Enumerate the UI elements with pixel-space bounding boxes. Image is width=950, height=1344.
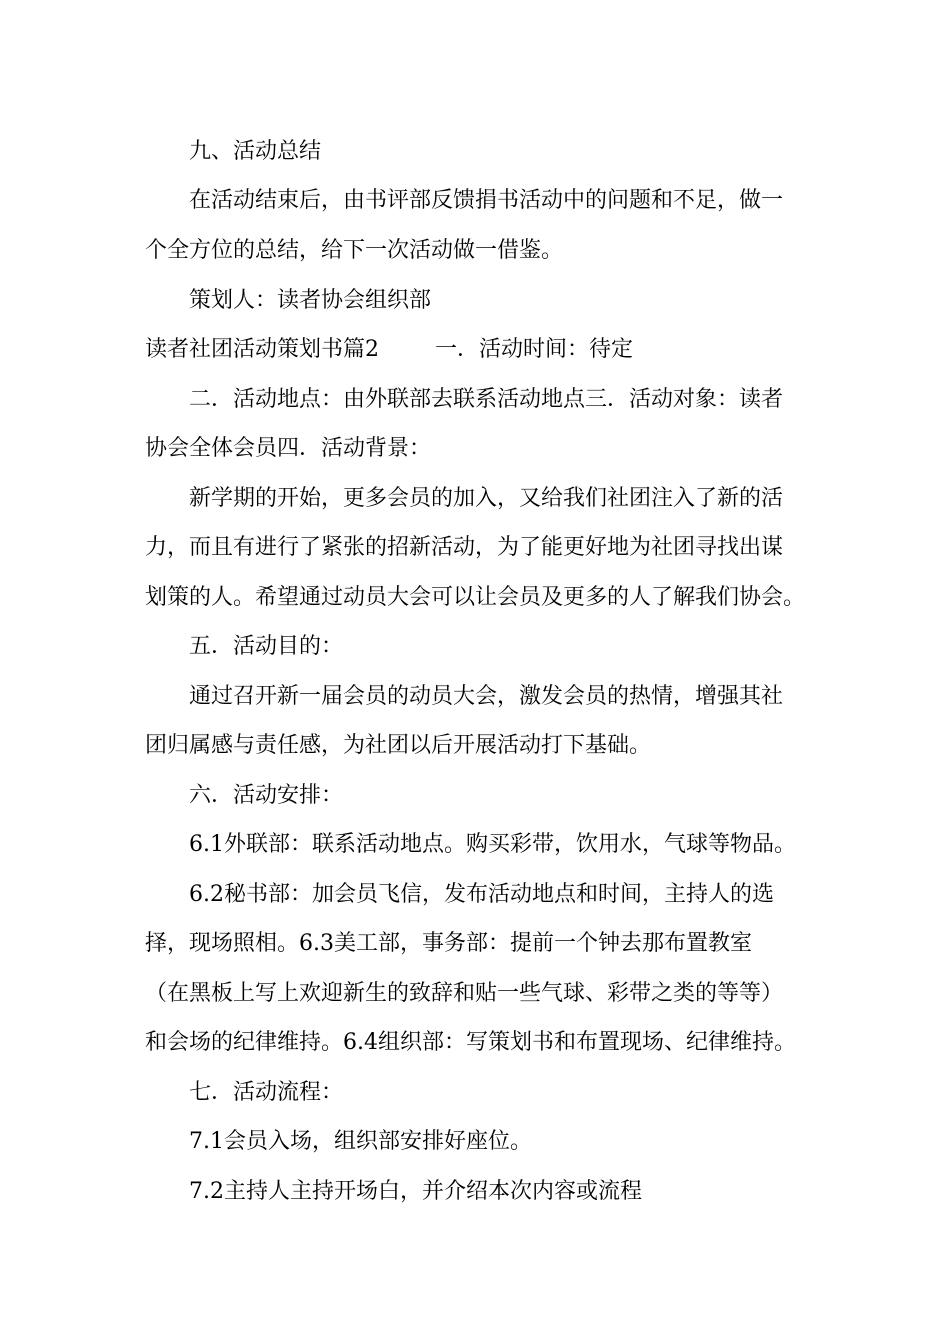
text-line: （在黑板上写上欢迎新生的致辞和贴一些气球、彩带之类的等等） bbox=[145, 981, 784, 1006]
text-line: 6.1外联部：联系活动地点。购买彩带，饮用水，气球等物品。 bbox=[189, 832, 796, 857]
text-line: 7.2主持人主持开场白，并介绍本次内容或流程 bbox=[189, 1179, 642, 1204]
article-title: 读者社团活动策划书篇2 bbox=[145, 337, 379, 362]
article-heading-line bbox=[145, 325, 810, 375]
text-line: 个全方位的总结，给下一次活动做一借鉴。 bbox=[145, 238, 564, 263]
section-heading-arrangement: 六．活动安排： bbox=[189, 783, 344, 808]
text-line: 在活动结束后，由书评部反馈捐书活动中的问题和不足，做一 bbox=[189, 188, 784, 213]
text-line: 通过召开新一届会员的动员大会，激发会员的热情，增强其社 bbox=[189, 684, 784, 709]
text-line: 和会场的纪律维持。6.4组织部：写策划书和布置现场、纪律维持。 bbox=[145, 1030, 796, 1055]
text-line: 6.2秘书部：加会员飞信，发布活动地点和时间，主持人的选 bbox=[189, 882, 774, 907]
text-line: 7.1会员入场，组织部安排好座位。 bbox=[189, 1129, 532, 1154]
section-heading-process: 七．活动流程： bbox=[189, 1080, 344, 1105]
section-heading-purpose: 五．活动目的： bbox=[189, 634, 344, 659]
text-line: 新学期的开始，更多会员的加入，又给我们社团注入了新的活 bbox=[189, 486, 784, 511]
text-line: 择，现场照相。6.3美工部，事务部：提前一个钟去那布置教室 bbox=[145, 931, 752, 956]
text-line: 协会全体会员四．活动背景： bbox=[145, 436, 432, 461]
activity-time: 一．活动时间：待定 bbox=[435, 337, 634, 362]
text-line: 团归属感与责任感，为社团以后开展活动打下基础。 bbox=[145, 733, 652, 758]
planner-line: 策划人：读者协会组织部 bbox=[189, 288, 432, 313]
section-heading-summary: 九、活动总结 bbox=[189, 139, 322, 164]
text-line: 二．活动地点：由外联部去联系活动地点三．活动对象：读者 bbox=[189, 387, 784, 412]
text-line: 力，而且有进行了紧张的招新活动，为了能更好地为社团寻找出谋 bbox=[145, 535, 784, 560]
text-line: 划策的人。希望通过动员大会可以让会员及更多的人了解我们协会。 bbox=[145, 585, 806, 610]
